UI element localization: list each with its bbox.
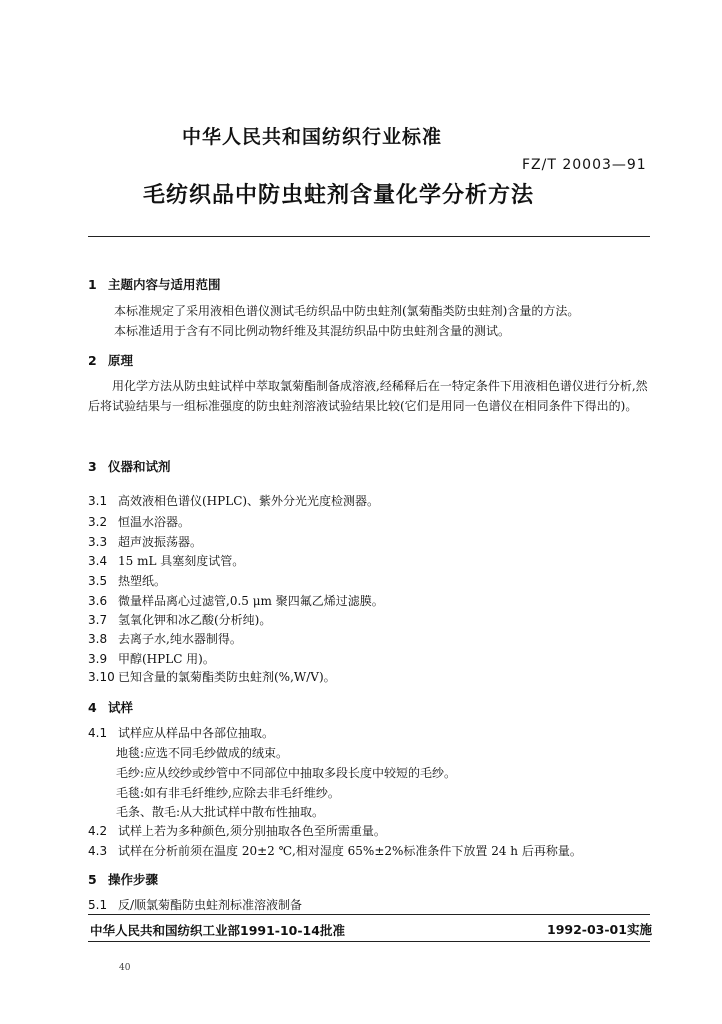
list-item: 3.9 甲醇(HPLC 用)。 (88, 652, 215, 666)
list-item: 3.6 微量样品离心过滤管,0.5 μm 聚四氟乙烯过滤膜。 (88, 594, 384, 608)
document-title: 毛纺织品中防虫蛀剂含量化学分析方法 (143, 183, 535, 208)
list-item: 毛纱:应从绞纱或纱管中不同部位中抽取多段长度中较短的毛纱。 (116, 766, 457, 780)
list-item: 3.5 热塑纸。 (88, 574, 167, 588)
footer-divider (88, 914, 650, 915)
list-item: 3.1 高效液相色谱仪(HPLC)、紫外分光光度检测器。 (88, 494, 380, 508)
list-item: 3.8 去离子水,纯水器制得。 (88, 632, 242, 646)
section-1-line: 本标准规定了采用液相色谱仪测试毛纺织品中防虫蛀剂(氯菊酯类防虫蛀剂)含量的方法。 (114, 304, 580, 318)
standard-code: FZ/T 20003—91 (522, 157, 647, 173)
list-item: 3.2 恒温水浴器。 (88, 515, 191, 529)
list-item: 5.1 反/顺氯菊酯防虫蛀剂标准溶液制备 (88, 898, 303, 912)
footer-bottom-divider (88, 941, 650, 942)
list-item: 4.1 试样应从样品中各部位抽取。 (88, 726, 275, 740)
list-item: 毛毯:如有非毛纤维纱,应除去非毛纤维纱。 (116, 786, 340, 800)
list-item: 3.7 氢氧化钾和冰乙酸(分析纯)。 (88, 613, 272, 627)
page-number: 40 (119, 963, 131, 973)
list-item: 毛条、散毛:从大批试样中散布性抽取。 (116, 805, 325, 819)
implementation-date: 1992-03-01实施 (547, 922, 652, 937)
section-heading-1: 1 主题内容与适用范围 (88, 277, 221, 292)
standard-title: 中华人民共和国纺织行业标准 (182, 126, 443, 148)
approval-line: 中华人民共和国纺织工业部1991-10-14批准 (90, 923, 345, 938)
section-heading-3: 3 仪器和试剂 (88, 459, 171, 474)
header-divider (88, 236, 650, 237)
section-heading-2: 2 原理 (88, 353, 134, 368)
list-item: 3.3 超声波振荡器。 (88, 535, 203, 549)
section-1-line: 本标准适用于含有不同比例动物纤维及其混纺织品中防虫蛀剂含量的测试。 (114, 324, 511, 338)
section-heading-5: 5 操作步骤 (88, 872, 159, 887)
section-heading-4: 4 试样 (88, 700, 134, 715)
list-item: 地毯:应选不同毛纱做成的绒束。 (116, 746, 289, 760)
list-item: 4.3 试样在分析前须在温度 20±2 ℃,相对湿度 65%±2%标准条件下放置 24 h 后再称量。 (88, 844, 582, 858)
list-item: 3.10 已知含量的氯菊酯类防虫蛀剂(%,W/V)。 (88, 670, 336, 684)
list-item: 4.2 试样上若为多种颜色,须分别抽取各色至所需重量。 (88, 824, 386, 838)
section-2-paragraph: 用化学方法从防虫蛀试样中萃取氯菊酯制备成溶液,经稀释后在一特定条件下用液相色谱仪进行分析,然后将试验结果与一组标准强度的防虫蛀剂溶液试验结果比较(它们是用同一色谱仪在相同条件下得出的)。 (88, 379, 648, 413)
list-item: 3.4 15 mL 具塞刻度试管。 (88, 554, 245, 568)
